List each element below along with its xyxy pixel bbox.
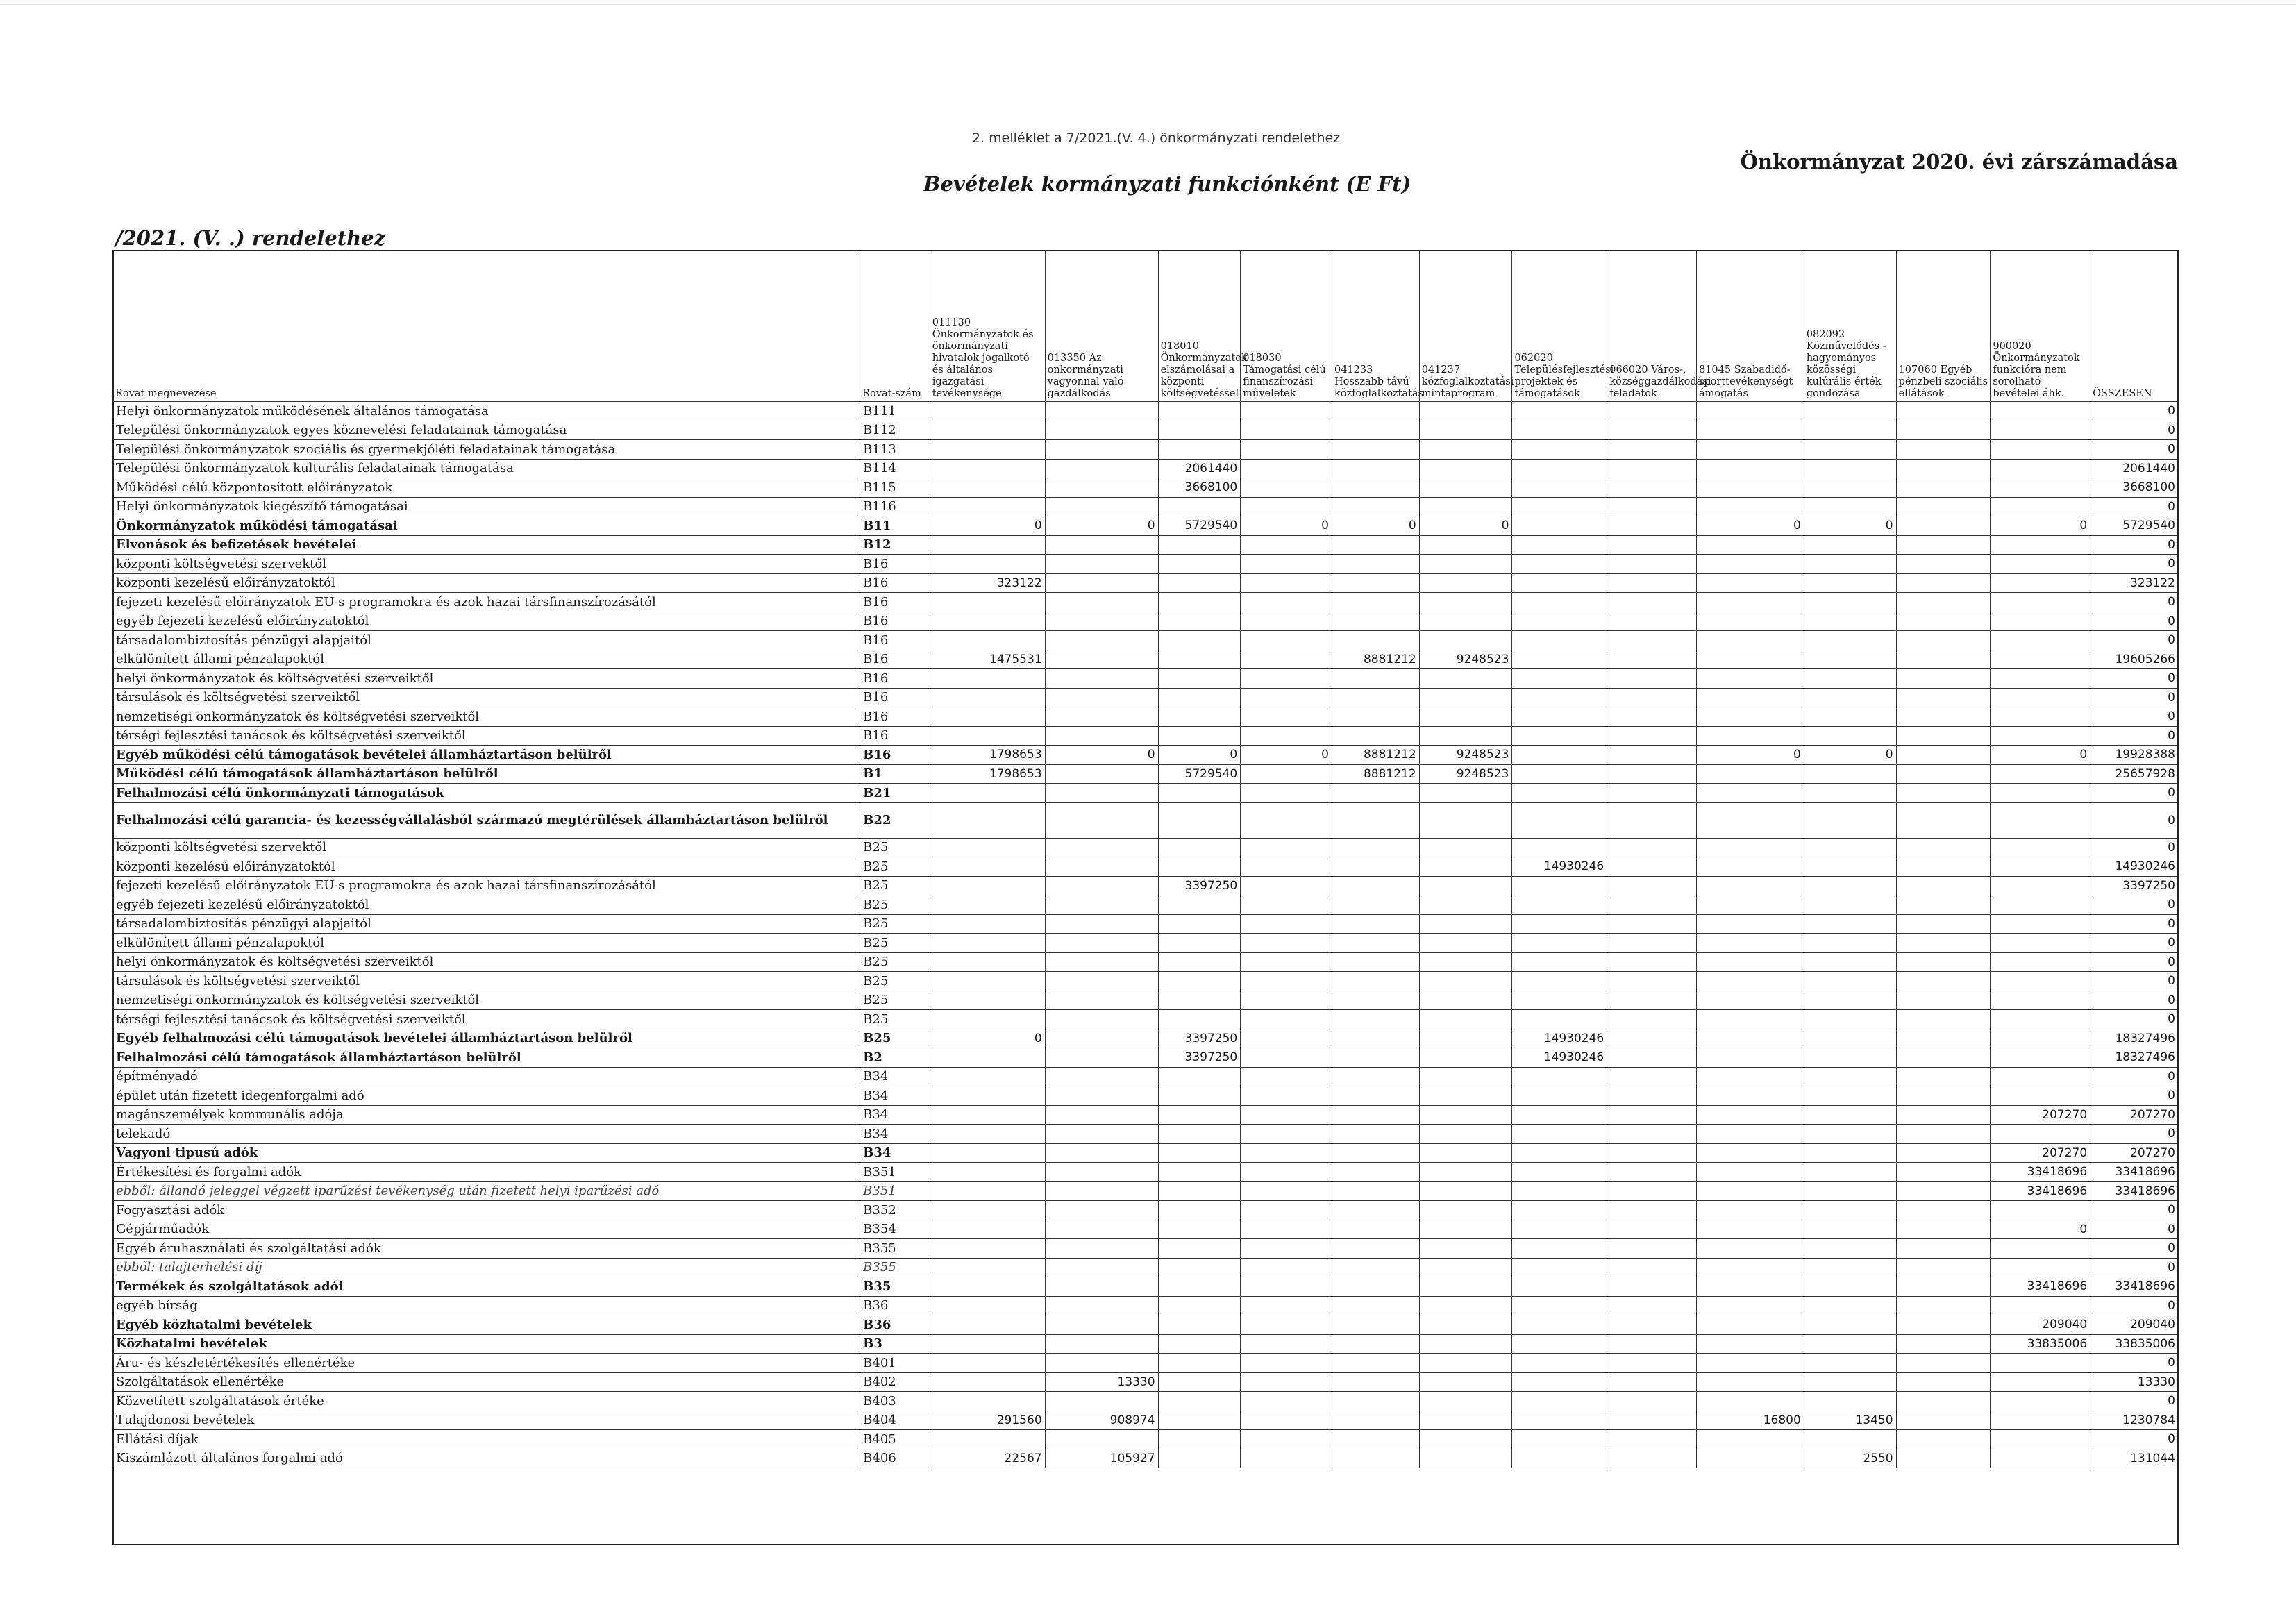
total-cell: 2061440 <box>2090 459 2179 478</box>
value-cell: 207270 <box>1991 1105 2090 1125</box>
value-cell: 14930246 <box>1512 1048 1607 1068</box>
row-code: B35 <box>860 1277 930 1297</box>
total-cell: 5729540 <box>2090 516 2179 536</box>
row-code: B2 <box>860 1048 930 1068</box>
row-code: B16 <box>860 746 930 765</box>
row-name: Közhatalmi bevételek <box>113 1334 860 1354</box>
row-name: térségi fejlesztési tanácsok és költségvetési szerveiktől <box>113 726 860 746</box>
row-name: központi költségvetési szervektől <box>113 838 860 857</box>
value-cell: 13330 <box>1045 1372 1158 1392</box>
annex-line: 2. melléklet a 7/2021.(V. 4.) önkormányzati rendelethez <box>972 131 1341 146</box>
row-name: Szolgáltatások ellenértéke <box>113 1372 860 1392</box>
value-cell: 0 <box>1158 746 1241 765</box>
column-header-name: Rovat megnevezése <box>113 251 860 402</box>
total-cell: 3668100 <box>2090 478 2179 498</box>
row-code: B355 <box>860 1239 930 1259</box>
row-code: B1 <box>860 764 930 784</box>
total-cell: 0 <box>2090 784 2179 803</box>
row-name: ebből: talajterhelési díj <box>113 1258 860 1277</box>
row-code: B25 <box>860 1010 930 1029</box>
row-name: Termékek és szolgáltatások adói <box>113 1277 860 1297</box>
total-cell: 19928388 <box>2090 746 2179 765</box>
row-code: B404 <box>860 1411 930 1430</box>
table-frame <box>112 250 2179 1545</box>
value-cell: 1798653 <box>930 764 1045 784</box>
value-cell: 5729540 <box>1158 764 1241 784</box>
value-cell: 3668100 <box>1158 478 1241 498</box>
total-cell: 0 <box>2090 934 2179 953</box>
row-code: B406 <box>860 1449 930 1468</box>
row-name: Ellátási díjak <box>113 1430 860 1449</box>
total-cell: 25657928 <box>2090 764 2179 784</box>
total-cell: 131044 <box>2090 1449 2179 1468</box>
value-cell: 9248523 <box>1419 650 1512 669</box>
total-cell: 0 <box>2090 726 2179 746</box>
value-cell: 9248523 <box>1419 746 1512 765</box>
value-cell: 0 <box>1241 746 1332 765</box>
value-cell: 3397250 <box>1158 1048 1241 1068</box>
row-name: Fogyasztási adók <box>113 1201 860 1220</box>
row-code: B25 <box>860 838 930 857</box>
column-header-function: 082092 Közművelődés - hagyományos közösségi kulúrális érték gondozása <box>1804 251 1896 402</box>
total-cell: 209040 <box>2090 1315 2179 1335</box>
value-cell: 3397250 <box>1158 1029 1241 1048</box>
row-code: B25 <box>860 952 930 972</box>
column-header-function: 041237 közfoglalkoztatási mintaprogram <box>1419 251 1512 402</box>
row-name: elkülönített állami pénzalapoktól <box>113 934 860 953</box>
total-cell: 0 <box>2090 1125 2179 1144</box>
row-code: B111 <box>860 402 930 421</box>
row-name: nemzetiségi önkormányzatok és költségvetési szerveiktől <box>113 707 860 727</box>
column-header-total: ÖSSZESEN <box>2090 251 2179 402</box>
row-name: Felhalmozási célú önkormányzati támogatások <box>113 784 860 803</box>
row-code: B11 <box>860 516 930 536</box>
row-name: központi kezelésű előirányzatoktól <box>113 857 860 877</box>
column-header-function: 900020 Önkormányzatok funkcióra nem sorolható bevételei áhk. <box>1991 251 2090 402</box>
row-name: Értékesítési és forgalmi adók <box>113 1163 860 1182</box>
value-cell: 0 <box>1991 516 2090 536</box>
row-name: helyi önkormányzatok és költségvetési szerveiktől <box>113 952 860 972</box>
row-name: központi kezelésű előirányzatoktól <box>113 573 860 593</box>
total-cell: 0 <box>2090 895 2179 915</box>
row-name: nemzetiségi önkormányzatok és költségvetési szerveiktől <box>113 991 860 1010</box>
value-cell: 323122 <box>930 573 1045 593</box>
column-header-function: 041233 Hosszabb távú közfoglalkoztatás <box>1332 251 1419 402</box>
column-header-function: 066020 Város-, községgazdálkodási feladatok <box>1607 251 1697 402</box>
row-code: B34 <box>860 1086 930 1106</box>
row-name: Települési önkormányzatok egyes köznevelési feladatainak támogatása <box>113 421 860 440</box>
row-name: térségi fejlesztési tanácsok és költségvetési szerveiktől <box>113 1010 860 1029</box>
row-name: egyéb fejezeti kezelésű előirányzatoktól <box>113 612 860 631</box>
row-name: Egyéb közhatalmi bevételek <box>113 1315 860 1335</box>
row-code: B16 <box>860 726 930 746</box>
row-code: B25 <box>860 1029 930 1048</box>
row-name: Kiszámlázott általános forgalmi adó <box>113 1449 860 1468</box>
column-header-code: Rovat-szám <box>860 251 930 402</box>
value-cell: 0 <box>1696 516 1804 536</box>
row-code: B16 <box>860 707 930 727</box>
row-code: B352 <box>860 1201 930 1220</box>
total-cell: 207270 <box>2090 1105 2179 1125</box>
total-cell: 0 <box>2090 1296 2179 1315</box>
total-cell: 0 <box>2090 612 2179 631</box>
value-cell: 2061440 <box>1158 459 1241 478</box>
row-name: magánszemélyek kommunális adója <box>113 1105 860 1125</box>
row-code: B25 <box>860 934 930 953</box>
value-cell: 1475531 <box>930 650 1045 669</box>
row-name: helyi önkormányzatok és költségvetési szerveiktől <box>113 669 860 689</box>
row-code: B112 <box>860 421 930 440</box>
row-name: Közvetített szolgáltatások értéke <box>113 1392 860 1411</box>
column-header-function: 011130 Önkormányzatok és önkormányzati hivatalok jogalkotó és általános igazgatási tevékenysége <box>930 251 1045 402</box>
report-title: Önkormányzat 2020. évi zárszámadása <box>1740 150 2178 174</box>
value-cell: 33418696 <box>1991 1163 2090 1182</box>
row-code: B34 <box>860 1105 930 1125</box>
column-header-function: 013350 Az onkormányzati vagyonnal való gazdálkodás <box>1045 251 1158 402</box>
row-code: B16 <box>860 573 930 593</box>
total-cell: 0 <box>2090 688 2179 707</box>
value-cell: 291560 <box>930 1411 1045 1430</box>
row-code: B405 <box>860 1430 930 1449</box>
row-code: B351 <box>860 1163 930 1182</box>
total-cell: 0 <box>2090 991 2179 1010</box>
row-code: B116 <box>860 497 930 516</box>
total-cell: 13330 <box>2090 1372 2179 1392</box>
column-header-function: 81045 Szabadidő-sporttevékenységt ámogatás <box>1696 251 1804 402</box>
total-cell: 0 <box>2090 593 2179 612</box>
value-cell: 8881212 <box>1332 746 1419 765</box>
value-cell: 9248523 <box>1419 764 1512 784</box>
row-code: B25 <box>860 857 930 877</box>
value-cell: 0 <box>1332 516 1419 536</box>
row-name: társulások és költségvetési szerveiktől <box>113 972 860 991</box>
row-name: Működési célú támogatások államháztartáson belülről <box>113 764 860 784</box>
row-name: társulások és költségvetési szerveiktől <box>113 688 860 707</box>
value-cell: 22567 <box>930 1449 1045 1468</box>
row-code: B115 <box>860 478 930 498</box>
row-code: B402 <box>860 1372 930 1392</box>
row-code: B34 <box>860 1143 930 1163</box>
row-name: elkülönített állami pénzalapoktól <box>113 650 860 669</box>
total-cell: 0 <box>2090 1392 2179 1411</box>
total-cell: 0 <box>2090 1067 2179 1086</box>
total-cell: 0 <box>2090 402 2179 421</box>
row-name: Felhalmozási célú garancia- és kezességvállalásból származó megtérülések államháztartáson belülről <box>113 802 860 838</box>
row-code: B351 <box>860 1181 930 1201</box>
column-header-function: 062020 Településfejlesztési projektek és támogatások <box>1512 251 1607 402</box>
row-name: Helyi önkormányzatok kiegészítő támogatásai <box>113 497 860 516</box>
row-name: egyéb fejezeti kezelésű előirányzatoktól <box>113 895 860 915</box>
total-cell: 207270 <box>2090 1143 2179 1163</box>
value-cell: 0 <box>1696 746 1804 765</box>
value-cell: 105927 <box>1045 1449 1158 1468</box>
total-cell: 19605266 <box>2090 650 2179 669</box>
row-code: B22 <box>860 802 930 838</box>
value-cell: 0 <box>1241 516 1332 536</box>
total-cell: 0 <box>2090 669 2179 689</box>
row-name: fejezeti kezelésű előirányzatok EU-s programokra és azok hazai társfinanszírozásától <box>113 876 860 895</box>
row-code: B21 <box>860 784 930 803</box>
row-name: központi költségvetési szervektől <box>113 555 860 574</box>
row-code: B36 <box>860 1296 930 1315</box>
row-name: fejezeti kezelésű előirányzatok EU-s programokra és azok hazai társfinanszírozásától <box>113 593 860 612</box>
total-cell: 0 <box>2090 1239 2179 1259</box>
total-cell: 33418696 <box>2090 1277 2179 1297</box>
row-name: Önkormányzatok működési támogatásai <box>113 516 860 536</box>
total-cell: 0 <box>2090 421 2179 440</box>
value-cell: 0 <box>1991 1220 2090 1239</box>
total-cell: 0 <box>2090 1086 2179 1106</box>
total-cell: 33418696 <box>2090 1163 2179 1182</box>
value-cell: 209040 <box>1991 1315 2090 1335</box>
row-code: B25 <box>860 914 930 934</box>
row-code: B25 <box>860 991 930 1010</box>
total-cell: 0 <box>2090 1220 2179 1239</box>
value-cell: 14930246 <box>1512 1029 1607 1048</box>
row-name: épület után fizetett idegenforgalmi adó <box>113 1086 860 1106</box>
row-name: társadalombiztosítás pénzügyi alapjaitól <box>113 631 860 650</box>
total-cell: 0 <box>2090 707 2179 727</box>
value-cell: 5729540 <box>1158 516 1241 536</box>
scan-edge-line <box>0 4 2296 5</box>
value-cell: 14930246 <box>1512 857 1607 877</box>
total-cell: 0 <box>2090 497 2179 516</box>
row-name: Helyi önkormányzatok működésének általános támogatása <box>113 402 860 421</box>
total-cell: 14930246 <box>2090 857 2179 877</box>
total-cell: 0 <box>2090 838 2179 857</box>
row-name: Működési célú központosított előirányzatok <box>113 478 860 498</box>
row-code: B16 <box>860 555 930 574</box>
document-title: Bevételek kormányzati funkciónként (E Ft) <box>923 172 1411 196</box>
row-name: Áru- és készletértékesítés ellenértéke <box>113 1354 860 1373</box>
value-cell: 0 <box>930 516 1045 536</box>
value-cell: 0 <box>1419 516 1512 536</box>
value-cell: 0 <box>930 1029 1045 1048</box>
row-code: B355 <box>860 1258 930 1277</box>
value-cell: 16800 <box>1696 1411 1804 1430</box>
row-code: B113 <box>860 440 930 460</box>
total-cell: 1230784 <box>2090 1411 2179 1430</box>
value-cell: 2550 <box>1804 1449 1896 1468</box>
value-cell: 33835006 <box>1991 1334 2090 1354</box>
row-name: Egyéb áruhasználati és szolgáltatási adók <box>113 1239 860 1259</box>
row-name: Elvonások és befizetések bevételei <box>113 535 860 555</box>
row-name: telekadó <box>113 1125 860 1144</box>
total-cell: 0 <box>2090 631 2179 650</box>
value-cell: 0 <box>1045 516 1158 536</box>
row-name: Gépjárműadók <box>113 1220 860 1239</box>
row-code: B25 <box>860 895 930 915</box>
value-cell: 8881212 <box>1332 650 1419 669</box>
row-name: ebből: állandó jeleggel végzett iparűzési tevékenység után fizetett helyi iparűzési adó <box>113 1181 860 1201</box>
total-cell: 0 <box>2090 440 2179 460</box>
value-cell: 207270 <box>1991 1143 2090 1163</box>
value-cell: 33418696 <box>1991 1181 2090 1201</box>
row-code: B16 <box>860 650 930 669</box>
row-code: B3 <box>860 1334 930 1354</box>
row-code: B403 <box>860 1392 930 1411</box>
row-code: B34 <box>860 1067 930 1086</box>
value-cell: 908974 <box>1045 1411 1158 1430</box>
total-cell: 18327496 <box>2090 1048 2179 1068</box>
total-cell: 0 <box>2090 1354 2179 1373</box>
row-name: társadalombiztosítás pénzügyi alapjaitól <box>113 914 860 934</box>
row-code: B25 <box>860 876 930 895</box>
total-cell: 323122 <box>2090 573 2179 593</box>
total-cell: 0 <box>2090 1201 2179 1220</box>
total-cell: 33835006 <box>2090 1334 2179 1354</box>
row-code: B16 <box>860 631 930 650</box>
row-name: egyéb bírság <box>113 1296 860 1315</box>
value-cell: 0 <box>1991 746 2090 765</box>
row-code: B16 <box>860 612 930 631</box>
row-name: Egyéb felhalmozási célú támogatások bevételei államháztartáson belülről <box>113 1029 860 1048</box>
value-cell: 8881212 <box>1332 764 1419 784</box>
total-cell: 18327496 <box>2090 1029 2179 1048</box>
total-cell: 0 <box>2090 555 2179 574</box>
total-cell: 0 <box>2090 972 2179 991</box>
value-cell: 3397250 <box>1158 876 1241 895</box>
value-cell: 1798653 <box>930 746 1045 765</box>
row-code: B25 <box>860 972 930 991</box>
row-code: B16 <box>860 669 930 689</box>
value-cell: 13450 <box>1804 1411 1896 1430</box>
total-cell: 0 <box>2090 1258 2179 1277</box>
row-code: B354 <box>860 1220 930 1239</box>
total-cell: 33418696 <box>2090 1181 2179 1201</box>
total-cell: 0 <box>2090 802 2179 838</box>
value-cell: 0 <box>1804 746 1896 765</box>
row-name: Települési önkormányzatok kulturális feladatainak támogatása <box>113 459 860 478</box>
total-cell: 0 <box>2090 952 2179 972</box>
row-code: B16 <box>860 593 930 612</box>
column-header-function: 018030 Támogatási célú finanszírozási műveletek <box>1241 251 1332 402</box>
total-cell: 0 <box>2090 535 2179 555</box>
column-header-function: 107060 Egyéb pénzbeli szociális ellátások <box>1896 251 1991 402</box>
total-cell: 0 <box>2090 1010 2179 1029</box>
row-name: építményadó <box>113 1067 860 1086</box>
row-code: B12 <box>860 535 930 555</box>
row-name: Vagyoni tipusú adók <box>113 1143 860 1163</box>
row-name: Felhalmozási célú támogatások államháztartáson belülről <box>113 1048 860 1068</box>
row-name: Egyéb működési célú támogatások bevételei államháztartáson belülről <box>113 746 860 765</box>
value-cell: 0 <box>1045 746 1158 765</box>
row-code: B114 <box>860 459 930 478</box>
column-header-function: 018010 Önkormányzatok elszámolásai a központi költségvetéssel <box>1158 251 1241 402</box>
decree-reference: /2021. (V. .) rendelethez <box>115 226 386 250</box>
total-cell: 0 <box>2090 1430 2179 1449</box>
value-cell: 0 <box>1804 516 1896 536</box>
row-name: Települési önkormányzatok szociális és gyermekjóléti feladatainak támogatása <box>113 440 860 460</box>
row-name: Tulajdonosi bevételek <box>113 1411 860 1430</box>
row-code: B36 <box>860 1315 930 1335</box>
row-code: B401 <box>860 1354 930 1373</box>
value-cell: 33418696 <box>1991 1277 2090 1297</box>
total-cell: 3397250 <box>2090 876 2179 895</box>
row-code: B16 <box>860 688 930 707</box>
row-code: B34 <box>860 1125 930 1144</box>
total-cell: 0 <box>2090 914 2179 934</box>
